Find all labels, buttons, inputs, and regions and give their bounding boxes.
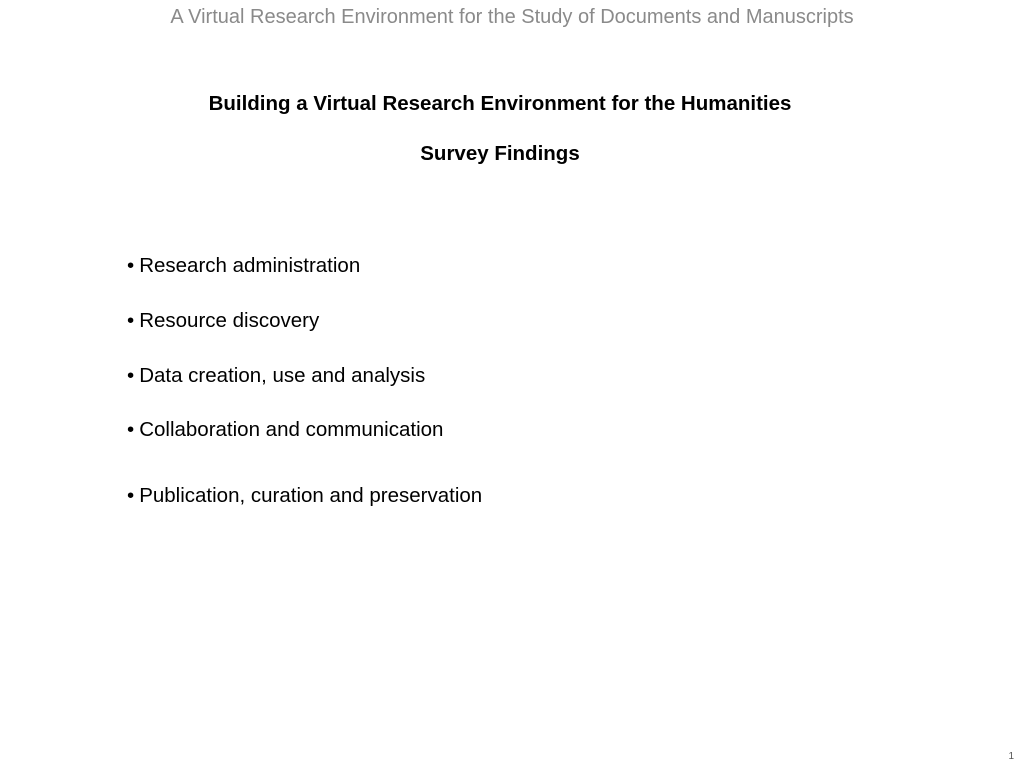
bullet-text: Data creation, use and analysis [139, 364, 426, 387]
bullet-item [127, 418, 443, 442]
bullet-item [127, 364, 425, 388]
bullet-item [127, 484, 482, 508]
slide-title: Building a Virtual Research Environment for the Humanities [208, 92, 792, 115]
bullet-item [127, 309, 319, 333]
bullet-dot: • [127, 309, 135, 332]
bullet-text: Resource discovery [139, 309, 320, 332]
bullet-dot: • [127, 484, 135, 507]
header-title: A Virtual Research Environment for the Study of Documents and Manuscripts [170, 6, 854, 28]
bullet-text: Collaboration and communication [139, 418, 444, 441]
slide-subtitle: Survey Findings [420, 142, 580, 165]
bullet-item [127, 254, 360, 278]
bullet-text: Research administration [139, 254, 361, 277]
bullet-dot: • [127, 254, 135, 277]
bullet-dot: • [127, 364, 135, 387]
page-number: 1 [1008, 751, 1014, 762]
bullet-dot: • [127, 418, 135, 441]
bullet-text: Publication, curation and preservation [139, 484, 483, 507]
